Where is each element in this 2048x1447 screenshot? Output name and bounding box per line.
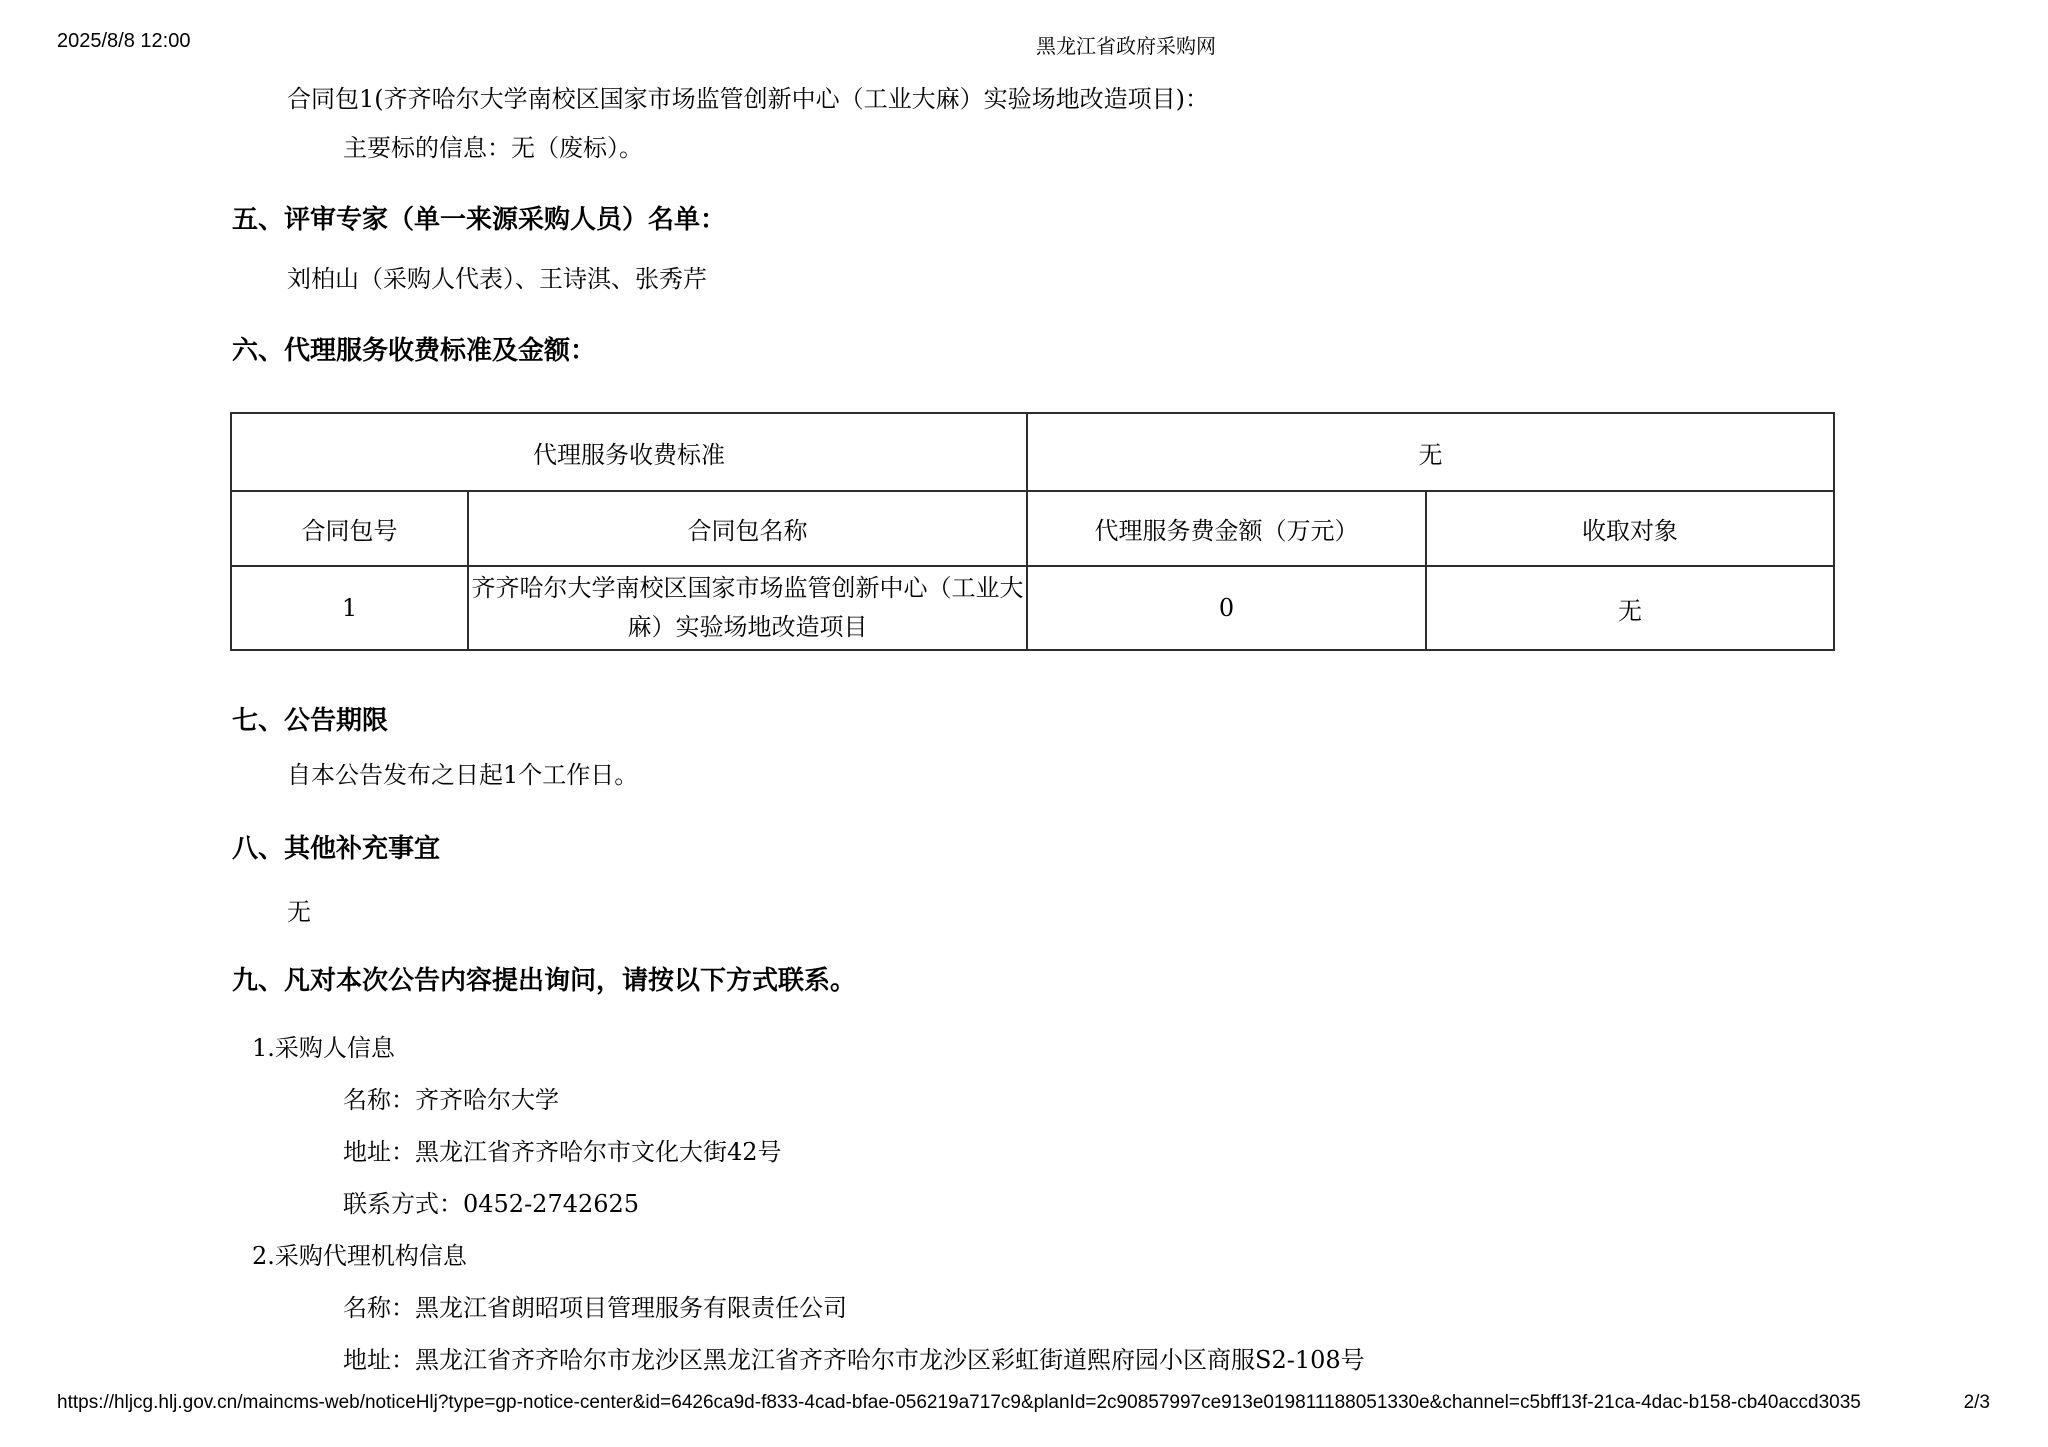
page-indicator: 2/3 — [1963, 1392, 1990, 1413]
header-fee-amount: 代理服务费金额（万元） — [1027, 491, 1426, 566]
purchaser-contact-line: 联系方式：0452-2742625 — [343, 1190, 640, 1218]
purchaser-name-line: 名称：齐齐哈尔大学 — [343, 1086, 559, 1114]
table-row-fee-standard — [231, 413, 1834, 491]
section-9-title: 九、凡对本次公告内容提出询问，请按以下方式联系。 — [232, 966, 857, 996]
cell-package-name: 齐齐哈尔大学南校区国家市场监管创新中心（工业大麻）实验场地改造项目 — [468, 566, 1027, 650]
cell-fee-amount: 0 — [1027, 566, 1426, 650]
notice-period-line: 自本公告发布之日起1个工作日。 — [287, 761, 639, 789]
section-8-title: 八、其他补充事宜 — [232, 834, 441, 864]
purchaser-info-heading: 1.采购人信息 — [252, 1034, 395, 1062]
print-datetime: 2025/8/8 12:00 — [57, 30, 191, 52]
source-url: https://hljcg.hlj.gov.cn/maincms-web/noticeHlj?type=gp-notice-center&id=6426ca9d-f833-4cad-bfae-056219a717c9&planId=2c90857997ce913e019811188051330e&channel=c5bff13f-21ca-4dac-b158-cb40accd3035 — [57, 1392, 1861, 1413]
agency-name-line: 名称：黑龙江省朗昭项目管理服务有限责任公司 — [343, 1294, 847, 1322]
main-bid-info-line: 主要标的信息：无（废标）。 — [343, 134, 643, 162]
fee-standard-value-cell: 无 — [1027, 413, 1834, 491]
agency-info-heading: 2.采购代理机构信息 — [252, 1242, 467, 1270]
table-header-row — [231, 491, 1834, 566]
other-matters-line: 无 — [287, 898, 311, 926]
cell-charge-target: 无 — [1426, 566, 1834, 650]
header-package-no: 合同包号 — [231, 491, 468, 566]
header-package-name: 合同包名称 — [468, 491, 1027, 566]
purchaser-address-line: 地址：黑龙江省齐齐哈尔市文化大街42号 — [343, 1138, 782, 1166]
site-title: 黑龙江省政府采购网 — [1036, 36, 1216, 58]
fee-standard-label-cell: 代理服务收费标准 — [231, 413, 1027, 491]
table-data-row — [231, 566, 1834, 650]
section-5-title: 五、评审专家（单一来源采购人员）名单： — [232, 205, 727, 235]
agency-address-line: 地址：黑龙江省齐齐哈尔市龙沙区黑龙江省齐齐哈尔市龙沙区彩虹街道熙府园小区商服S2-108号 — [343, 1346, 1365, 1374]
print-footer — [0, 1392, 2048, 1418]
expert-names-line: 刘柏山（采购人代表）、王诗淇、张秀芹 — [287, 265, 707, 293]
agency-fee-table — [230, 412, 1835, 651]
header-charge-target: 收取对象 — [1426, 491, 1834, 566]
section-7-title: 七、公告期限 — [232, 706, 389, 736]
section-6-title: 六、代理服务收费标准及金额： — [232, 336, 597, 366]
contract-package-line: 合同包1(齐齐哈尔大学南校区国家市场监管创新中心（工业大麻）实验场地改造项目)： — [287, 85, 1209, 113]
cell-package-no: 1 — [231, 566, 468, 650]
